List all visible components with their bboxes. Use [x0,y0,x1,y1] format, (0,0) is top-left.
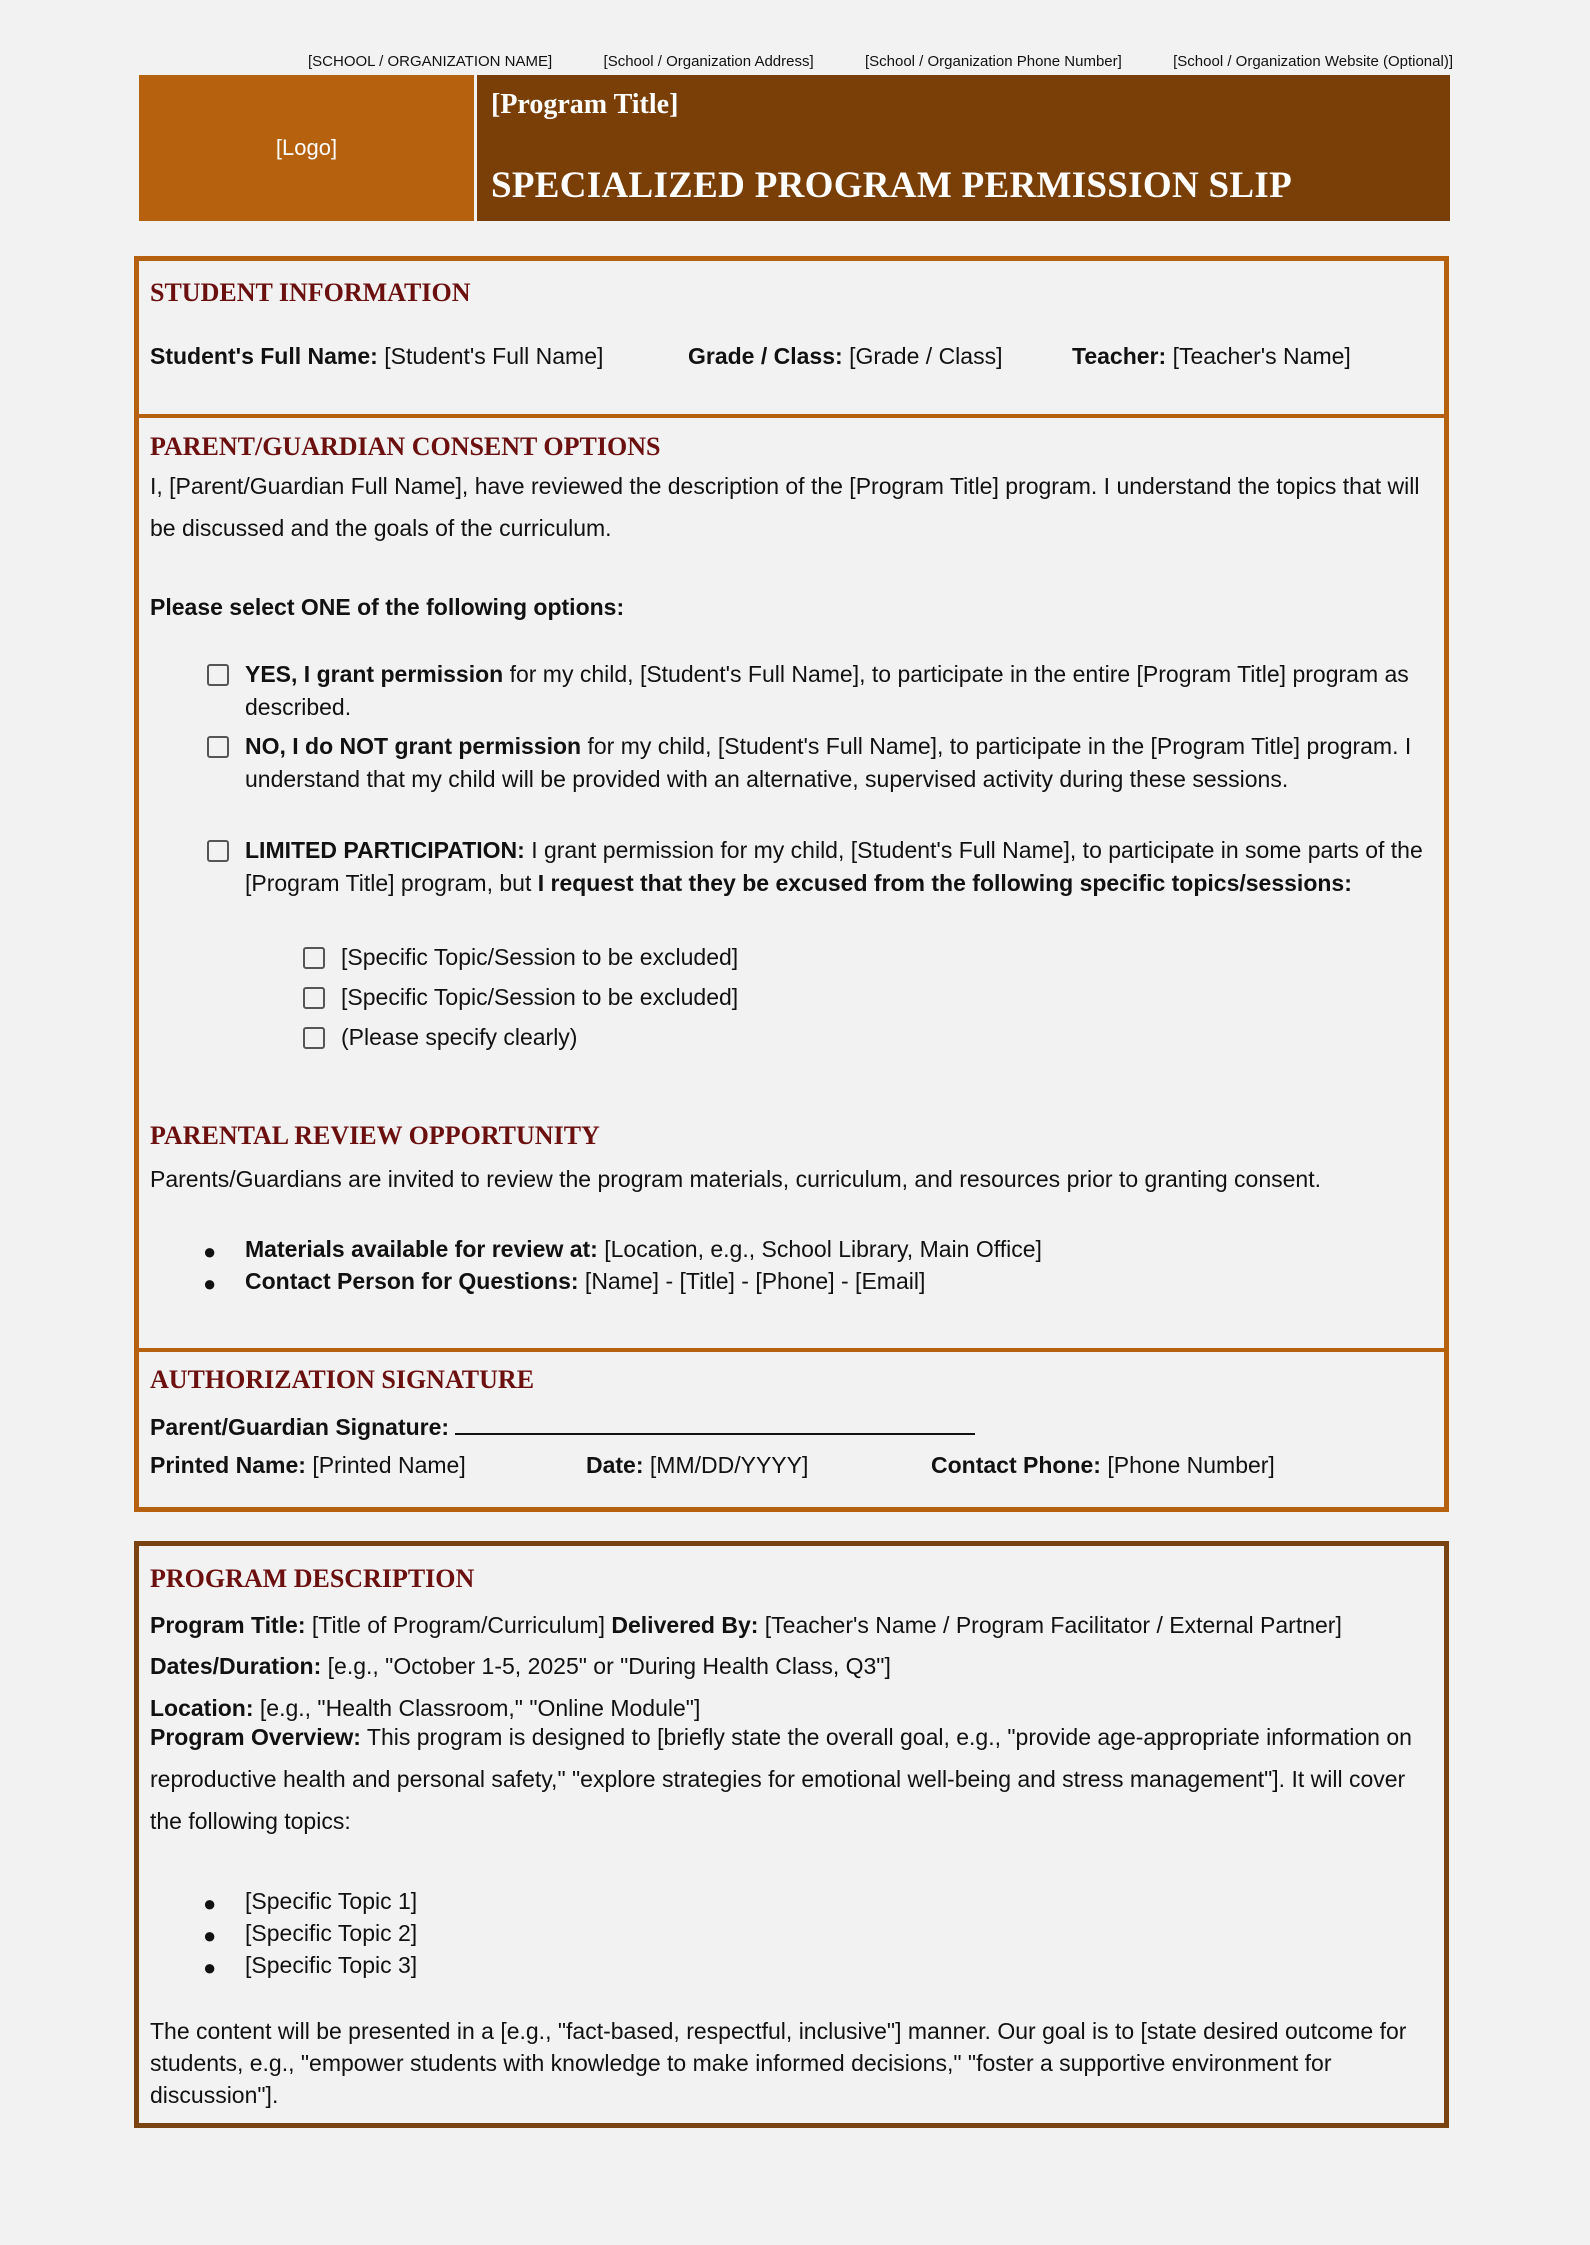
teacher-field[interactable] [1072,343,1351,371]
signature-field[interactable] [150,1411,975,1442]
field-label: Delivered By: [611,1612,759,1638]
date-field[interactable] [586,1452,808,1480]
field-value: [Teacher's Name] [1172,343,1351,369]
section-heading: STUDENT INFORMATION [150,278,471,307]
item-label: Materials available for review at: [245,1236,598,1262]
field-value: [Printed Name] [312,1452,466,1478]
consent-limited-option [245,834,1440,900]
program-overview [150,1716,1435,1842]
review-contact-item [245,1268,925,1296]
option-text: for my child, [Student's Full Name], to participate in the entire [Program Title] program as described. [245,661,1409,720]
excluded-topic-3-checkbox[interactable] [303,1027,325,1049]
program-description-box [134,1541,1449,2128]
organization-info-line [308,53,1453,70]
field-label: Parent/Guardian Signature: [150,1414,450,1440]
consent-options-section [139,414,1444,1348]
excluded-topic-2-label: [Specific Topic/Session to be excluded] [341,984,739,1010]
field-label: Printed Name: [150,1452,306,1478]
field-label: Dates/Duration: [150,1653,322,1679]
bullet-icon: ● [203,1891,217,1916]
field-value: [Student's Full Name] [384,343,604,369]
grade-class-field[interactable] [688,343,1002,371]
field-value: [Teacher's Name / Program Facilitator / External Partner] [758,1612,1342,1638]
printed-name-field[interactable] [150,1452,466,1480]
option-request: I request that they be excused from the following specific topics/sessions: [537,870,1352,896]
student-name-field[interactable] [150,343,603,371]
field-label: Contact Phone: [931,1452,1101,1478]
logo-placeholder [139,75,474,221]
field-value: This program is designed to [briefly state the overall goal, e.g., "provide age-appropriate information on reproductive health and personal safety," "explore strategies for emotional well-being and stress management"]. It will cover the following topics: [150,1724,1412,1834]
field-label: Date: [586,1452,644,1478]
student-information-section [139,261,1444,414]
option-label: LIMITED PARTICIPATION: [245,837,525,863]
school-name: [SCHOOL / ORGANIZATION NAME] [308,53,553,70]
option-text: I grant permission for my child, [Student's Full Name], to participate in some parts of the [Program Title] program, but [245,837,1423,896]
field-label: Program Title: [150,1612,306,1638]
topic-item: [Specific Topic 1] [245,1888,418,1914]
permission-form-box [134,256,1449,1512]
bullet-icon: ● [203,1923,217,1948]
select-prompt-text: Please select ONE of the following options: [150,594,625,620]
field-label: Teacher: [1072,343,1167,369]
document-header [139,75,1450,221]
program-title: [Program Title] [491,89,679,120]
topic-item: [Specific Topic 2] [245,1920,418,1946]
school-phone: [School / Organization Phone Number] [864,53,1122,70]
field-value: [e.g., "Health Classroom," "Online Module"] [253,1695,701,1721]
slip-title: SPECIALIZED PROGRAM PERMISSION SLIP [491,165,1292,206]
signature-line[interactable] [455,1411,975,1435]
consent-yes-option [245,658,1440,724]
item-label: Contact Person for Questions: [245,1268,579,1294]
field-value: [MM/DD/YYYY] [649,1452,809,1478]
bullet-icon: ● [203,1271,217,1296]
topic-item: [Specific Topic 3] [245,1952,418,1978]
school-website: [School / Organization Website (Optional)] [1173,53,1453,70]
excluded-topic-3-label: (Please specify clearly) [341,1024,578,1050]
field-value: [Title of Program/Curriculum] [305,1612,612,1638]
select-prompt [150,594,624,622]
option-label: YES, I grant permission [245,661,504,687]
review-heading: PARENTAL REVIEW OPPORTUNITY [150,1121,600,1150]
field-value: [e.g., "October 1-5, 2025" or "During Health Class, Q3"] [321,1653,891,1679]
excluded-topic-1-label: [Specific Topic/Session to be excluded] [341,944,739,970]
section-heading: PARENT/GUARDIAN CONSENT OPTIONS [150,432,661,461]
consent-no-option [245,730,1440,796]
contact-phone-field[interactable] [931,1452,1275,1480]
review-materials-item [245,1236,1042,1264]
field-label: Program Overview: [150,1724,361,1750]
section-heading: PROGRAM DESCRIPTION [150,1564,475,1593]
field-value: [Phone Number] [1107,1452,1275,1478]
bullet-icon: ● [203,1239,217,1264]
review-intro: Parents/Guardians are invited to review the program materials, curriculum, and resources prior to granting consent. [150,1166,1321,1192]
consent-yes-checkbox[interactable] [207,664,229,686]
title-banner [477,75,1450,221]
program-title-line [150,1612,1342,1640]
field-label: Location: [150,1695,254,1721]
option-text: for my child, [Student's Full Name], to participate in the [Program Title] program. I understand that my child will be provided with an alternative, supervised activity during these sessions. [245,733,1412,792]
item-value: [Name] - [Title] - [Phone] - [Email] [578,1268,926,1294]
field-value: [Grade / Class] [849,343,1003,369]
bullet-icon: ● [203,1955,217,1980]
logo-text: [Logo] [275,135,338,160]
consent-limited-checkbox[interactable] [207,840,229,862]
school-address: [School / Organization Address] [603,53,814,70]
section-heading: AUTHORIZATION SIGNATURE [150,1365,535,1394]
excluded-topic-2-checkbox[interactable] [303,987,325,1009]
item-value: [Location, e.g., School Library, Main Office] [597,1236,1042,1262]
option-label: NO, I do NOT grant permission [245,733,582,759]
consent-no-checkbox[interactable] [207,736,229,758]
authorization-signature-section [139,1348,1444,1516]
consent-intro: I, [Parent/Guardian Full Name], have reviewed the description of the [Program Title] program. I understand the topics that will be discussed and the goals of the curriculum. [150,473,1420,541]
field-label: Student's Full Name: [150,343,378,369]
dates-duration-line [150,1653,891,1681]
excluded-topic-1-checkbox[interactable] [303,947,325,969]
program-closing: The content will be presented in a [e.g., "fact-based, respectful, inclusive"] manner. Our goal is to [state desired outcome for students, e.g., "empower students with knowledge to make informed decisions," "foster a supportive environment for discussion"]. [150,2018,1407,2108]
field-label: Grade / Class: [688,343,843,369]
